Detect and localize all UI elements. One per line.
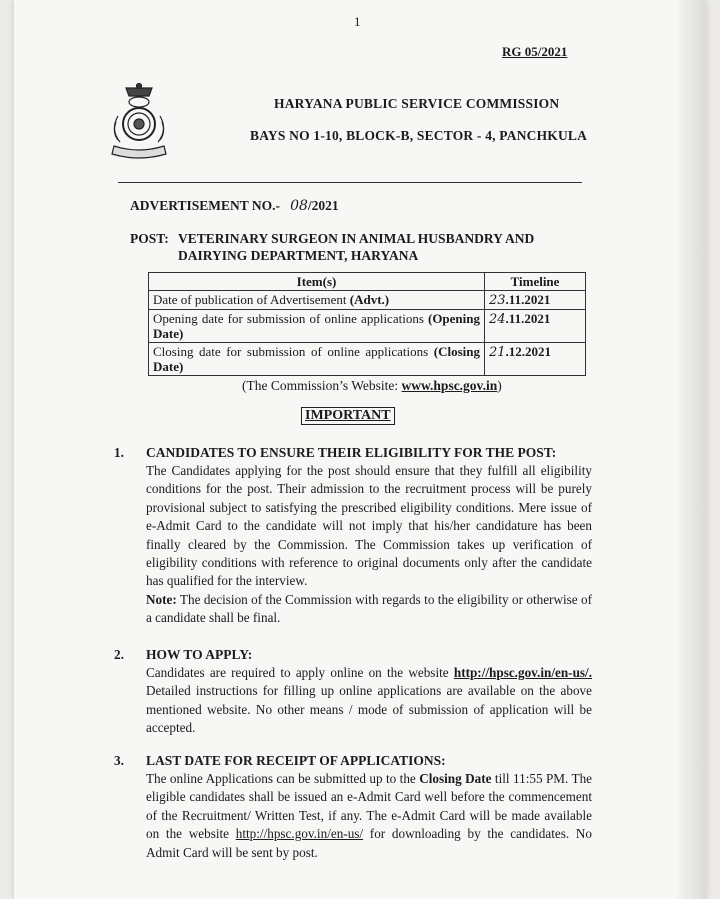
section-heading: HOW TO APPLY: xyxy=(146,647,253,662)
table-row xyxy=(149,310,586,343)
header-divider xyxy=(118,182,582,183)
page-number: 1 xyxy=(354,14,361,29)
commission-address: BAYS NO 1-10, BLOCK-B, SECTOR - 4, PANCHKULA xyxy=(250,128,588,143)
advertisement-number-line xyxy=(130,198,339,214)
table-cell-item: Opening date for submission of online applications (Opening Date) xyxy=(149,310,485,343)
section-number: 1. xyxy=(114,445,124,460)
table-cell-item: Date of publication of Advertisement (Advt.) xyxy=(149,291,485,310)
commission-name: HARYANA PUBLIC SERVICE COMMISSION xyxy=(274,96,560,111)
table-header-timeline: Timeline xyxy=(485,273,586,291)
table-header-row xyxy=(149,273,586,291)
section-number: 3. xyxy=(114,753,124,768)
section-number: 2. xyxy=(114,647,124,662)
document-page xyxy=(14,0,706,899)
page-edge-shadow xyxy=(678,0,706,899)
section-body: The Candidates applying for the post should ensure that they fulfill all eligibility conditions for the post. Their admission to the recruitment process will be purely provisional subject to satisfying the prescribed eligibility conditions. Mere issue of e-Admit Card to the candidate will not imply that his/her candidature has been finally cleared by the Commission. The Commission takes up verification of eligibility conditions with reference to original documents only after the candidate has qualified for the interview. Note: The decision of the Commission with regards to the eligibility or otherwise of a candidate shall be final. xyxy=(146,462,592,628)
website-link[interactable]: www.hpsc.gov.in xyxy=(401,378,498,393)
website-note: (The Commission’s Website: www.hpsc.gov.in) xyxy=(242,378,502,393)
advertisement-year: /2021 xyxy=(307,198,339,213)
section-heading: CANDIDATES TO ENSURE THEIR ELIGIBILITY FOR THE POST: xyxy=(146,445,557,460)
section-body: The online Applications can be submitted up to the Closing Date till 11:55 PM. The eligible candidates shall be issued an e-Admit Card well before the commencement of the Recruitment/ Written Test, if any. The e-Admit Card will be made available on the website http://hpsc.gov.in/en-us/ for downloading by the candidates. No Admit Card will be sent by post. xyxy=(146,771,593,860)
section-heading: LAST DATE FOR RECEIPT OF APPLICATIONS: xyxy=(146,753,446,768)
reference-number: RG 05/2021 xyxy=(502,44,568,59)
post-title: VETERINARY SURGEON IN ANIMAL HUSBANDRY AND DAIRYING DEPARTMENT, HARYANA xyxy=(178,231,535,263)
section-body: Candidates are required to apply online on the website http://hpsc.gov.in/en-us/. Detailed instructions for filling up online applications are available on the above mentioned website. No other means / mode of submission of application will be accepted. xyxy=(146,665,592,736)
apply-website-link[interactable]: http://hpsc.gov.in/en-us/. xyxy=(453,665,592,680)
table-cell-date: 24.11.2021 xyxy=(485,310,586,343)
table-row xyxy=(149,343,586,376)
advertisement-label: ADVERTISEMENT NO.- xyxy=(130,198,281,213)
table-header-item: Item(s) xyxy=(149,273,485,291)
important-banner: IMPORTANT xyxy=(301,407,395,425)
haryana-emblem-icon xyxy=(106,82,172,166)
post-label: POST: xyxy=(130,231,169,246)
section-note: Note: The decision of the Commission with regards to the eligibility or otherwise of a candidate shall be final. xyxy=(146,591,592,626)
table-cell-item: Closing date for submission of online applications (Closing Date) xyxy=(149,343,485,376)
advertisement-number-handwritten: 08 xyxy=(290,198,308,214)
table-cell-date: 21.12.2021 xyxy=(485,343,586,376)
timeline-table xyxy=(148,272,586,376)
admit-card-website-link[interactable]: http://hpsc.gov.in/en-us/ xyxy=(235,826,364,842)
table-cell-date: 23.11.2021 xyxy=(485,291,586,310)
table-row xyxy=(149,291,586,310)
